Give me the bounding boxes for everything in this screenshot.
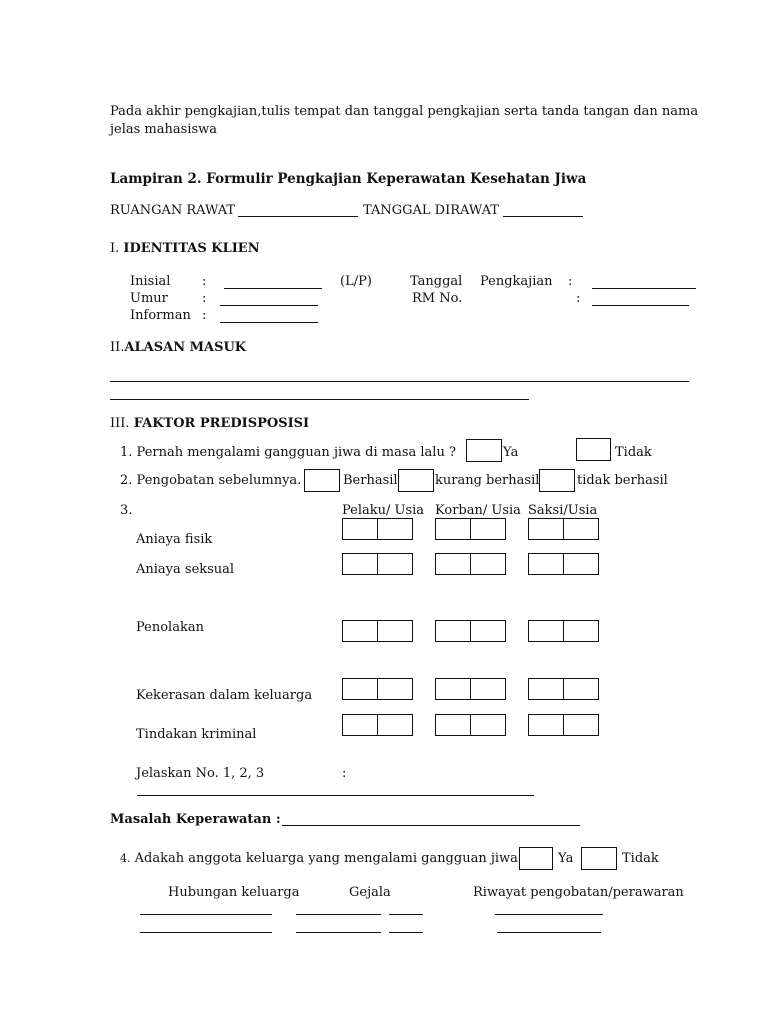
jelaskan-label: Jelaskan No. 1, 2, 3: [136, 766, 265, 781]
aniaya-fisik-korban[interactable]: [435, 518, 505, 540]
masalah-keperawatan-text: Masalah Keperawatan: [110, 812, 272, 827]
rm-colon: :: [576, 291, 581, 306]
kekerasan-saksi[interactable]: [528, 678, 598, 700]
aniaya-seksual-saksi-usia[interactable]: [563, 553, 599, 575]
aniaya-seksual-pelaku[interactable]: [342, 553, 412, 575]
riwayat-field-1[interactable]: [495, 914, 603, 915]
kriminal-korban[interactable]: [435, 714, 505, 736]
aniaya-seksual-korban-usia[interactable]: [470, 553, 506, 575]
lp-label: (L/P): [340, 274, 372, 289]
penolakan-pelaku-usia[interactable]: [377, 620, 413, 642]
q3-number: 3.: [120, 503, 133, 518]
kekerasan-pelaku[interactable]: [342, 678, 412, 700]
aniaya-seksual-korban[interactable]: [435, 553, 505, 575]
gejala-field-2b[interactable]: [389, 932, 423, 933]
intro-line-1: Pada akhir pengkajian,tulis tempat dan tanggal pengkajian serta tanda tangan dan nama: [110, 104, 699, 119]
kekerasan-korban-usia[interactable]: [470, 678, 506, 700]
informan-field[interactable]: [220, 322, 318, 323]
section-1-heading: [110, 241, 260, 256]
section-1-title: IDENTITAS KLIEN: [123, 241, 260, 256]
tanggal-label: Tanggal: [410, 274, 463, 289]
q1-ya-checkbox[interactable]: [466, 439, 502, 462]
col-saksi-header: Saksi/Usia: [528, 503, 598, 518]
umur-label: Umur: [130, 291, 168, 306]
aniaya-fisik-pelaku-usia[interactable]: [377, 518, 413, 540]
q2-tidak-berhasil-checkbox[interactable]: [539, 469, 575, 492]
kriminal-pelaku[interactable]: [342, 714, 412, 736]
kriminal-saksi-check[interactable]: [528, 714, 564, 736]
pengkajian-colon: :: [568, 274, 573, 289]
row-label-aniaya-fisik: Aniaya fisik: [136, 532, 213, 547]
col-gejala: Gejala: [349, 885, 391, 900]
form-title: Lampiran 2. Formulir Pengkajian Keperawatan Kesehatan Jiwa: [110, 171, 587, 187]
intro-line-2: jelas mahasiswa: [110, 122, 218, 137]
q2-kurang-berhasil-checkbox[interactable]: [398, 469, 434, 492]
informan-colon: :: [202, 308, 207, 323]
aniaya-seksual-korban-check[interactable]: [435, 553, 471, 575]
kriminal-korban-usia[interactable]: [470, 714, 506, 736]
aniaya-fisik-korban-check[interactable]: [435, 518, 471, 540]
kriminal-saksi-usia[interactable]: [563, 714, 599, 736]
aniaya-fisik-saksi-usia[interactable]: [563, 518, 599, 540]
penolakan-pelaku-check[interactable]: [342, 620, 378, 642]
gejala-field-1a[interactable]: [296, 914, 381, 915]
aniaya-seksual-pelaku-usia[interactable]: [377, 553, 413, 575]
alasan-masuk-line-2[interactable]: [110, 399, 529, 400]
hubungan-field-1[interactable]: [140, 914, 272, 915]
penolakan-saksi-check[interactable]: [528, 620, 564, 642]
q4-ya-label: Ya: [558, 851, 574, 866]
hubungan-field-2[interactable]: [140, 932, 272, 933]
q2-berhasil-label: Berhasil: [343, 473, 398, 488]
col-korban-header: Korban/ Usia: [435, 503, 521, 518]
kriminal-korban-check[interactable]: [435, 714, 471, 736]
gejala-field-1b[interactable]: [389, 914, 423, 915]
masalah-keperawatan-field[interactable]: [282, 825, 580, 826]
aniaya-fisik-saksi-check[interactable]: [528, 518, 564, 540]
riwayat-field-2[interactable]: [497, 932, 601, 933]
q4-tidak-checkbox[interactable]: [581, 847, 617, 870]
kekerasan-korban-check[interactable]: [435, 678, 471, 700]
inisial-label: Inisial: [130, 274, 171, 289]
q1-ya-label: Ya: [503, 445, 519, 460]
aniaya-seksual-saksi-check[interactable]: [528, 553, 564, 575]
penolakan-saksi[interactable]: [528, 620, 598, 642]
col-riwayat-pengobatan: Riwayat pengobatan/perawaran: [473, 885, 684, 900]
section-2-number: II.: [110, 340, 125, 355]
masalah-keperawatan-label: [110, 812, 281, 827]
informan-label: Informan: [130, 308, 191, 323]
section-3-number: III.: [110, 416, 130, 431]
umur-field[interactable]: [220, 305, 318, 306]
row-label-tindakan-kriminal: Tindakan kriminal: [136, 727, 257, 742]
jelaskan-field[interactable]: [137, 795, 534, 796]
row-label-aniaya-seksual: Aniaya seksual: [136, 562, 235, 577]
aniaya-fisik-pelaku-check[interactable]: [342, 518, 378, 540]
aniaya-fisik-korban-usia[interactable]: [470, 518, 506, 540]
penolakan-pelaku[interactable]: [342, 620, 412, 642]
q1-text: 1. Pernah mengalami gangguan jiwa di masa lalu ?: [120, 445, 456, 460]
masalah-keperawatan-colon: :: [275, 812, 281, 827]
q2-tidak-berhasil-label: tidak berhasil: [577, 473, 668, 488]
rm-field[interactable]: [592, 305, 689, 306]
kekerasan-pelaku-check[interactable]: [342, 678, 378, 700]
section-3-title: FAKTOR PREDISPOSISI: [133, 416, 310, 431]
q2-kurang-berhasil-label: kurang berhasil: [435, 473, 540, 488]
row-label-penolakan: Penolakan: [136, 620, 204, 635]
tanggal-pengkajian-field[interactable]: [592, 288, 696, 289]
ruangan-rawat-field[interactable]: [238, 216, 358, 217]
ruangan-rawat-label: RUANGAN RAWAT: [110, 203, 236, 218]
aniaya-seksual-saksi[interactable]: [528, 553, 598, 575]
q1-tidak-checkbox[interactable]: [576, 438, 611, 461]
kriminal-saksi[interactable]: [528, 714, 598, 736]
q2-berhasil-checkbox[interactable]: [304, 469, 340, 492]
umur-colon: :: [202, 291, 207, 306]
alasan-masuk-line-1[interactable]: [110, 381, 689, 382]
tanggal-dirawat-field[interactable]: [503, 216, 583, 217]
penolakan-korban[interactable]: [435, 620, 505, 642]
penolakan-korban-usia[interactable]: [470, 620, 506, 642]
inisial-colon: :: [202, 274, 207, 289]
row-label-kekerasan-dalam-keluarga: Kekerasan dalam keluarga: [136, 688, 313, 703]
kriminal-pelaku-check[interactable]: [342, 714, 378, 736]
q4-ya-checkbox[interactable]: [519, 847, 553, 870]
col-pelaku-header: Pelaku/ Usia: [342, 503, 425, 518]
rm-label: RM No.: [412, 291, 463, 306]
kriminal-pelaku-usia[interactable]: [377, 714, 413, 736]
col-hubungan-keluarga: Hubungan keluarga: [168, 885, 300, 900]
section-2-heading: [110, 340, 246, 355]
q4-tidak-label: Tidak: [622, 851, 659, 866]
q4-number: 4.: [120, 852, 131, 865]
kekerasan-korban[interactable]: [435, 678, 505, 700]
kekerasan-saksi-usia[interactable]: [563, 678, 599, 700]
section-3-heading: [110, 416, 309, 431]
penolakan-korban-check[interactable]: [435, 620, 471, 642]
q2-text: 2. Pengobatan sebelumnya.: [120, 473, 302, 488]
aniaya-fisik-pelaku[interactable]: [342, 518, 412, 540]
section-1-number: I.: [110, 241, 120, 256]
kekerasan-saksi-check[interactable]: [528, 678, 564, 700]
aniaya-seksual-pelaku-check[interactable]: [342, 553, 378, 575]
q1-tidak-label: Tidak: [615, 445, 652, 460]
gejala-field-2a[interactable]: [296, 932, 381, 933]
pengkajian-label: Pengkajian: [480, 274, 553, 289]
section-2-title: ALASAN MASUK: [124, 340, 247, 355]
kekerasan-pelaku-usia[interactable]: [377, 678, 413, 700]
aniaya-fisik-saksi[interactable]: [528, 518, 598, 540]
penolakan-saksi-usia[interactable]: [563, 620, 599, 642]
jelaskan-colon: :: [342, 766, 347, 781]
q4-question: [120, 851, 518, 866]
q4-text: Adakah anggota keluarga yang mengalami gangguan jiwa: [134, 851, 518, 866]
tanggal-dirawat-label: TANGGAL DIRAWAT: [363, 203, 499, 218]
inisial-field[interactable]: [224, 288, 322, 289]
